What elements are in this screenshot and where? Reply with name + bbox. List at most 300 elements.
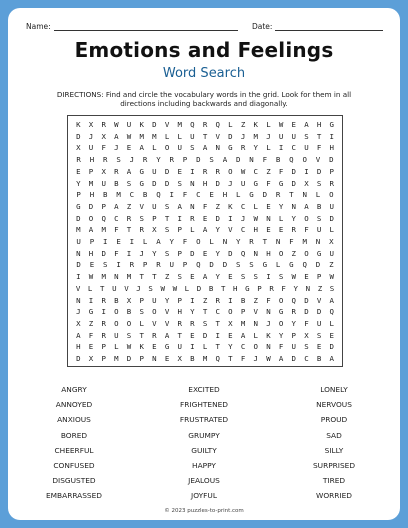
grid-letter: S	[316, 178, 322, 188]
grid-letter: Z	[215, 201, 220, 211]
grid-letter: A	[329, 354, 334, 363]
grid-letter: A	[177, 201, 182, 211]
grid-letter: N	[215, 143, 220, 153]
grid-letter: Y	[291, 318, 296, 328]
grid-letter: D	[76, 213, 81, 223]
grid-letter: T	[289, 190, 294, 200]
grid-letter: R	[269, 283, 274, 293]
grid-letter: U	[316, 225, 322, 235]
grid-letter: B	[103, 190, 108, 200]
grid-letter: W	[266, 354, 271, 363]
grid-letter: T	[316, 131, 322, 141]
grid-letter: T	[177, 330, 182, 340]
grid-row	[72, 236, 338, 249]
word-item: WORRIED	[316, 491, 352, 501]
grid-letter: F	[278, 166, 284, 176]
grid-letter: Y	[291, 213, 296, 223]
grid-letter: R	[291, 307, 296, 317]
grid-letter: X	[152, 225, 157, 235]
grid-letter: L	[253, 330, 258, 340]
date-line	[275, 23, 383, 31]
grid-letter: P	[329, 166, 334, 176]
grid-letter: M	[101, 225, 106, 235]
grid-letter: F	[202, 201, 208, 211]
word-item: GRUMPY	[188, 430, 220, 440]
grid-letter: I	[190, 295, 195, 305]
grid-letter: R	[202, 120, 208, 129]
grid-letter: R	[190, 318, 195, 328]
grid-letter: E	[209, 190, 214, 200]
grid-letter: P	[76, 190, 81, 200]
grid-letter: A	[222, 155, 228, 165]
grid-letter: I	[101, 307, 106, 317]
grid-letter: A	[304, 120, 309, 129]
grid-letter: Z	[88, 318, 94, 328]
grid-letter: Z	[253, 295, 258, 305]
grid-letter: F	[182, 190, 188, 200]
grid-letter: K	[76, 120, 81, 129]
grid-letter: D	[228, 248, 233, 258]
grid-letter: U	[177, 342, 182, 352]
grid-letter: E	[164, 354, 170, 363]
grid-letter: Q	[289, 155, 294, 165]
grid-letter: L	[177, 131, 182, 141]
grid-letter: R	[129, 260, 135, 270]
grid-letter: R	[177, 318, 182, 328]
grid-letter: X	[228, 318, 233, 328]
word-item: DISGUSTED	[52, 476, 96, 486]
grid-letter: Z	[164, 272, 170, 282]
grid-letter: S	[316, 213, 322, 223]
grid-letter: Q	[101, 213, 106, 223]
grid-letter: Z	[202, 295, 208, 305]
grid-letter: F	[266, 178, 271, 188]
grid-letter: G	[228, 143, 233, 153]
grid-letter: D	[291, 166, 296, 176]
grid-letter: F	[114, 225, 119, 235]
grid-letter: X	[126, 295, 132, 305]
grid-letter: Y	[164, 295, 170, 305]
grid-letter: Z	[240, 120, 246, 129]
grid-letter: S	[177, 272, 182, 282]
grid-letter: N	[266, 213, 271, 223]
grid-letter: D	[190, 248, 195, 258]
grid-row	[72, 318, 338, 331]
grid-letter: D	[76, 354, 81, 363]
grid-letter: W	[160, 283, 165, 293]
grid-letter: N	[302, 190, 307, 200]
grid-letter: A	[114, 201, 119, 211]
copyright-footer: © 2023 puzzles-to-print.com	[164, 508, 244, 514]
grid-letter: N	[190, 178, 195, 188]
grid-letter: J	[114, 143, 119, 153]
directions-text: DIRECTIONS: Find and circle the vocabulary words in the grid. Look for them in all directions including backwards and diagonally.	[56, 90, 352, 108]
grid-letter: I	[190, 166, 195, 176]
grid-letter: D	[329, 155, 334, 165]
grid-letter: M	[88, 178, 94, 188]
grid-letter: F	[281, 283, 286, 293]
grid-letter: U	[304, 143, 309, 153]
grid-letter: Y	[278, 201, 284, 211]
grid-letter: L	[275, 260, 281, 270]
grid-letter: G	[316, 248, 322, 258]
grid-letter: T	[126, 225, 132, 235]
grid-letter: M	[253, 131, 258, 141]
grid-letter: E	[190, 272, 195, 282]
grid-letter: L	[87, 283, 93, 293]
grid-letter: G	[289, 260, 294, 270]
grid-letter: D	[329, 213, 334, 223]
grid-letter: S	[126, 178, 132, 188]
grid-letter: S	[304, 131, 309, 141]
grid-row	[72, 189, 338, 202]
word-item: CONFUSED	[53, 461, 95, 471]
grid-letter: B	[126, 307, 132, 317]
grid-letter: I	[278, 143, 284, 153]
grid-letter: N	[253, 318, 258, 328]
grid-letter: Z	[126, 201, 132, 211]
word-item: EMBARRASSED	[46, 491, 102, 501]
grid-letter: I	[88, 295, 94, 305]
grid-row	[72, 201, 338, 214]
grid-letter: A	[202, 225, 208, 235]
grid-letter: I	[103, 237, 108, 246]
grid-letter: D	[304, 295, 309, 305]
grid-letter: E	[266, 225, 271, 235]
grid-letter: X	[76, 143, 81, 153]
grid-letter: C	[196, 190, 201, 200]
grid-letter: N	[190, 201, 195, 211]
word-item: BORED	[60, 430, 88, 440]
grid-letter: N	[152, 354, 157, 363]
grid-letter: S	[278, 272, 284, 282]
grid-letter: E	[202, 213, 208, 223]
grid-letter: O	[164, 143, 170, 153]
grid-letter: W	[114, 120, 119, 129]
grid-letter: Y	[253, 143, 258, 153]
grid-letter: R	[103, 155, 108, 165]
grid-letter: U	[316, 318, 322, 328]
grid-letter: A	[88, 225, 94, 235]
grid-letter: L	[164, 131, 170, 141]
grid-letter: D	[209, 260, 214, 270]
grid-letter: F	[316, 143, 322, 153]
grid-letter: P	[177, 295, 182, 305]
grid-letter: M	[202, 354, 208, 363]
word-item: SILLY	[324, 445, 344, 455]
grid-letter: O	[114, 307, 119, 317]
grid-letter: G	[278, 178, 284, 188]
grid-letter: E	[177, 166, 182, 176]
grid-letter: V	[152, 318, 157, 328]
grid-letter: S	[329, 283, 335, 293]
grid-letter: U	[152, 295, 157, 305]
grid-letter: D	[101, 248, 106, 258]
grid-letter: E	[202, 248, 208, 258]
grid-letter: P	[182, 155, 188, 165]
grid-letter: Y	[278, 330, 284, 340]
word-item: CHEERFUL	[54, 445, 94, 455]
grid-letter: S	[148, 283, 153, 293]
grid-letter: L	[184, 283, 190, 293]
grid-letter: Y	[76, 178, 81, 188]
grid-letter: Z	[266, 166, 271, 176]
grid-letter: M	[152, 131, 157, 141]
grid-letter: E	[291, 120, 296, 129]
name-line	[54, 23, 238, 31]
grid-letter: M	[76, 225, 81, 235]
grid-letter: G	[76, 201, 81, 211]
grid-letter: D	[202, 330, 208, 340]
grid-letter: N	[222, 237, 228, 246]
grid-letter: D	[262, 190, 268, 200]
word-item: ANNOYED	[55, 400, 93, 410]
grid-letter: X	[88, 120, 94, 129]
grid-letter: S	[164, 201, 170, 211]
grid-letter: P	[257, 283, 262, 293]
grid-letter: M	[101, 272, 106, 282]
grid-letter: E	[266, 201, 271, 211]
grid-letter: T	[228, 354, 233, 363]
grid-letter: R	[249, 237, 254, 246]
grid-letter: M	[116, 190, 121, 200]
grid-letter: B	[316, 354, 322, 363]
grid-letter: A	[156, 237, 161, 246]
grid-letter: O	[329, 190, 334, 200]
grid-letter: E	[152, 342, 157, 352]
grid-letter: K	[253, 120, 258, 129]
word-item: SAD	[326, 430, 342, 440]
grid-letter: R	[329, 178, 334, 188]
grid-letter: I	[177, 213, 182, 223]
grid-letter: W	[240, 166, 246, 176]
grid-letter: S	[304, 342, 309, 352]
grid-letter: I	[190, 342, 195, 352]
grid-letter: X	[101, 166, 106, 176]
grid-letter: D	[304, 307, 309, 317]
grid-letter: R	[215, 295, 220, 305]
grid-letter: Q	[302, 260, 307, 270]
grid-letter: O	[253, 342, 258, 352]
grid-row	[72, 248, 338, 261]
word-item: GUILTY	[191, 445, 217, 455]
grid-letter: L	[142, 237, 148, 246]
grid-letter: J	[266, 318, 271, 328]
grid-letter: N	[305, 283, 311, 293]
grid-letter: G	[249, 190, 254, 200]
word-item: FRUSTRATED	[179, 415, 229, 425]
grid-letter: S	[164, 248, 170, 258]
grid-letter: V	[139, 201, 144, 211]
grid-letter: Y	[215, 225, 220, 235]
grid-letter: M	[139, 131, 144, 141]
grid-letter: N	[253, 248, 258, 258]
grid-letter: R	[76, 155, 81, 165]
grid-letter: Y	[156, 155, 161, 165]
grid-letter: E	[190, 330, 195, 340]
grid-letter: Y	[228, 342, 233, 352]
grid-letter: Q	[240, 248, 246, 258]
grid-letter: R	[101, 120, 106, 129]
grid-row	[72, 119, 338, 132]
grid-letter: A	[139, 143, 144, 153]
grid-letter: C	[129, 190, 135, 200]
grid-letter: L	[278, 213, 284, 223]
grid-row	[72, 213, 338, 226]
grid-letter: D	[316, 166, 322, 176]
grid-letter: C	[215, 307, 220, 317]
grid-letter: T	[164, 213, 170, 223]
grid-letter: D	[291, 354, 296, 363]
grid-letter: J	[76, 307, 81, 317]
grid-letter: K	[228, 201, 233, 211]
grid-letter: U	[126, 120, 132, 129]
grid-letter: O	[304, 213, 309, 223]
grid-letter: R	[152, 330, 157, 340]
grid-letter: V	[164, 307, 170, 317]
grid-letter: N	[114, 272, 119, 282]
grid-letter: J	[240, 131, 246, 141]
grid-letter: E	[228, 330, 233, 340]
grid-letter: J	[266, 131, 271, 141]
grid-letter: L	[329, 318, 334, 328]
grid-letter: D	[76, 260, 81, 270]
grid-letter: R	[142, 155, 148, 165]
grid-letter: V	[75, 283, 81, 293]
grid-letter: H	[89, 190, 95, 200]
grid-letter: H	[329, 143, 334, 153]
grid-letter: P	[101, 342, 106, 352]
grid-letter: I	[76, 272, 81, 282]
grid-letter: W	[88, 272, 94, 282]
grid-letter: D	[235, 155, 241, 165]
grid-letter: V	[215, 131, 220, 141]
grid-letter: P	[177, 248, 182, 258]
grid-letter: A	[202, 272, 208, 282]
grid-letter: P	[101, 354, 106, 363]
grid-letter: A	[304, 201, 309, 211]
grid-letter: F	[278, 342, 284, 352]
grid-letter: P	[291, 330, 296, 340]
grid-letter: D	[315, 260, 321, 270]
grid-letter: Y	[169, 237, 174, 246]
grid-letter: W	[278, 120, 284, 129]
grid-letter: N	[266, 307, 271, 317]
grid-letter: J	[88, 131, 94, 141]
grid-letter: R	[190, 213, 195, 223]
grid-letter: B	[142, 190, 148, 200]
grid-letter: E	[228, 272, 233, 282]
grid-letter: D	[152, 178, 157, 188]
grid-letter: F	[266, 295, 271, 305]
word-list	[8, 382, 400, 502]
grid-letter: G	[253, 178, 258, 188]
date-field	[252, 22, 383, 31]
grid-letter: B	[275, 155, 281, 165]
grid-letter: L	[329, 225, 334, 235]
grid-letter: O	[228, 166, 233, 176]
grid-row	[72, 154, 338, 167]
grid-letter: J	[139, 248, 144, 258]
grid-letter: Y	[215, 248, 220, 258]
grid-letter: C	[240, 201, 246, 211]
word-item: PROUD	[320, 415, 348, 425]
grid-letter: S	[139, 213, 144, 223]
grid-letter: P	[240, 307, 246, 317]
grid-letter: O	[278, 248, 284, 258]
grid-letter: S	[164, 225, 170, 235]
grid-letter: P	[89, 237, 95, 246]
grid-letter: D	[152, 120, 157, 129]
grid-letter: T	[202, 307, 208, 317]
grid-letter: L	[235, 190, 241, 200]
grid-letter: C	[253, 166, 258, 176]
grid-letter: O	[196, 237, 201, 246]
grid-letter: A	[114, 131, 119, 141]
grid-letter: V	[124, 283, 129, 293]
grid-row	[72, 330, 338, 343]
grid-letter: R	[275, 190, 281, 200]
grid-letter: J	[136, 283, 141, 293]
grid-letter: D	[164, 178, 170, 188]
grid-letter: Q	[215, 120, 220, 129]
word-item: FRIGHTENED	[180, 400, 228, 410]
grid-letter: U	[88, 143, 94, 153]
word-item: JOYFUL	[191, 491, 217, 501]
grid-letter: R	[240, 143, 246, 153]
grid-letter: S	[235, 260, 241, 270]
grid-letter: V	[164, 120, 170, 129]
word-item: TIRED	[322, 476, 346, 486]
grid-letter: R	[101, 330, 106, 340]
grid-letter: N	[76, 295, 81, 305]
grid-letter: K	[139, 342, 144, 352]
grid-letter: Y	[215, 272, 220, 282]
grid-letter: X	[177, 354, 182, 363]
grid-letter: E	[116, 237, 121, 246]
grid-letter: V	[315, 155, 321, 165]
grid-letter: D	[215, 213, 220, 223]
grid-letter: S	[316, 330, 322, 340]
word-column-2	[144, 382, 264, 504]
grid-letter: G	[139, 178, 144, 188]
grid-letter: T	[220, 283, 226, 293]
grid-letter: L	[266, 143, 271, 153]
grid-row	[72, 341, 338, 354]
grid-letter: I	[169, 190, 174, 200]
grid-letter: C	[114, 213, 119, 223]
grid-letter: W	[253, 213, 258, 223]
grid-row	[72, 166, 338, 179]
grid-letter: P	[316, 272, 322, 282]
grid-letter: X	[304, 178, 309, 188]
grid-letter: D	[215, 178, 220, 188]
grid-letter: R	[291, 225, 296, 235]
grid-letter: F	[304, 225, 309, 235]
grid-letter: F	[101, 143, 106, 153]
grid-letter: E	[89, 260, 95, 270]
grid-letter: L	[228, 120, 233, 129]
grid-letter: T	[215, 342, 220, 352]
grid-letter: W	[291, 272, 296, 282]
grid-letter: U	[152, 166, 157, 176]
grid-letter: O	[126, 318, 132, 328]
grid-letter: T	[100, 283, 105, 293]
grid-letter: Q	[196, 260, 201, 270]
grid-letter: T	[202, 131, 208, 141]
grid-letter: L	[114, 342, 119, 352]
grid-letter: Z	[291, 248, 296, 258]
